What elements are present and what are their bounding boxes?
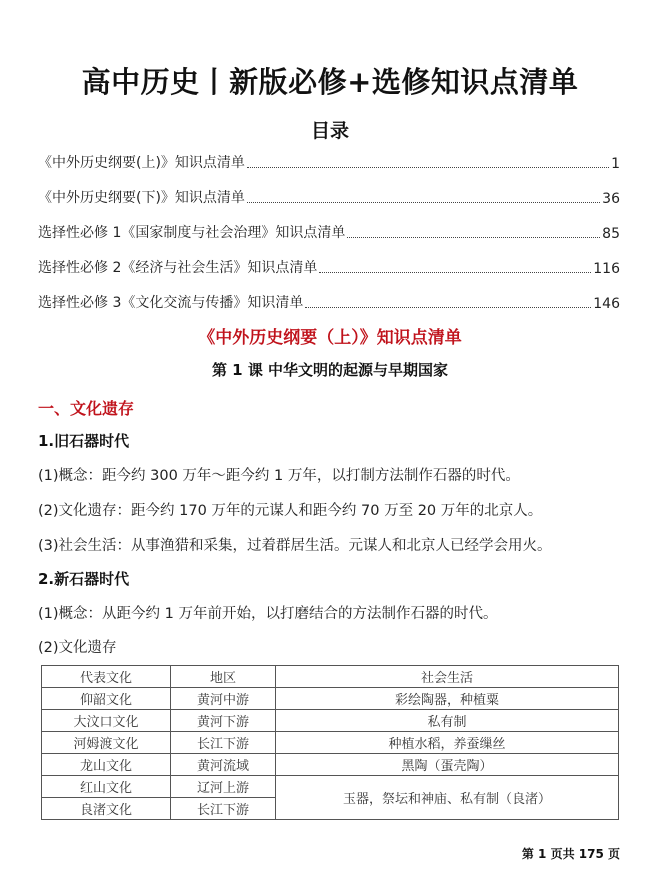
toc-entry-page: 146 bbox=[593, 296, 620, 312]
culture-table bbox=[41, 665, 619, 820]
page-footer: 第 1 页共 175 页 bbox=[521, 847, 620, 861]
toc-entry[interactable] bbox=[38, 185, 620, 207]
paragraph: (2)文化遗存：距今约 170 万年的元谋人和距今约 70 万至 20 万年的北京人。 bbox=[38, 503, 543, 519]
table-cell: 私有制 bbox=[276, 710, 619, 732]
table-cell: 黄河流域 bbox=[171, 754, 276, 776]
table-cell: 黄河中游 bbox=[171, 688, 276, 710]
table-cell: 大汶口文化 bbox=[42, 710, 171, 732]
table-cell: 种植水稻，养蚕缫丝 bbox=[276, 732, 619, 754]
toc-entry[interactable] bbox=[38, 150, 620, 172]
toc-entry[interactable] bbox=[38, 290, 620, 312]
table-row bbox=[42, 710, 619, 732]
toc-leader-dots bbox=[305, 306, 591, 308]
table-row bbox=[42, 776, 619, 798]
toc-leader-dots bbox=[319, 271, 591, 273]
toc-leader-dots bbox=[247, 201, 600, 203]
table-row bbox=[42, 688, 619, 710]
table-cell: 辽河上游 bbox=[171, 776, 276, 798]
table-cell: 河姆渡文化 bbox=[42, 732, 171, 754]
paragraph: (1)概念：距今约 300 万年～距今约 1 万年，以打制方法制作石器的时代。 bbox=[38, 468, 520, 484]
toc-entry-label: 《中外历史纲要(上)》知识点清单 bbox=[38, 155, 245, 171]
table-cell: 长江下游 bbox=[171, 798, 276, 820]
table-cell: 红山文化 bbox=[42, 776, 171, 798]
table-cell: 仰韶文化 bbox=[42, 688, 171, 710]
toc-entry[interactable] bbox=[38, 220, 620, 242]
subsection-title: 2.新石器时代 bbox=[38, 570, 130, 588]
subsection-title: 1.旧石器时代 bbox=[38, 432, 130, 450]
toc-entry[interactable] bbox=[38, 255, 620, 277]
table-cell: 龙山文化 bbox=[42, 754, 171, 776]
paragraph: (3)社会生活：从事渔猎和采集，过着群居生活。元谋人和北京人已经学会用火。 bbox=[38, 538, 552, 554]
table-cell: 彩绘陶器，种植粟 bbox=[276, 688, 619, 710]
table-cell: 黄河下游 bbox=[171, 710, 276, 732]
toc-entry-label: 选择性必修 2《经济与社会生活》知识点清单 bbox=[38, 260, 318, 276]
toc-entry-label: 选择性必修 3《文化交流与传播》知识清单 bbox=[38, 295, 304, 311]
table-header-row bbox=[42, 666, 619, 688]
part-heading: 《中外历史纲要（上）》知识点清单 bbox=[198, 328, 462, 348]
table-header: 地区 bbox=[171, 666, 276, 688]
paragraph: (1)概念：从距今约 1 万年前开始，以打磨结合的方法制作石器的时代。 bbox=[38, 606, 498, 622]
table-row bbox=[42, 754, 619, 776]
toc-entry-page: 85 bbox=[602, 226, 620, 242]
table-header: 社会生活 bbox=[276, 666, 619, 688]
section-heading: 一、文化遗存 bbox=[38, 399, 135, 418]
toc-leader-dots bbox=[347, 236, 600, 238]
toc-entry-page: 1 bbox=[611, 156, 620, 172]
table-row bbox=[42, 732, 619, 754]
toc-entry-label: 选择性必修 1《国家制度与社会治理》知识点清单 bbox=[38, 225, 346, 241]
lesson-heading: 第 1 课 中华文明的起源与早期国家 bbox=[211, 361, 449, 379]
document-title: 高中历史丨新版必修+选修知识点清单 bbox=[81, 65, 579, 99]
toc-entry-page: 36 bbox=[602, 191, 620, 207]
table-cell-merged: 玉器，祭坛和神庙、私有制（良渚） bbox=[276, 776, 619, 820]
table-cell: 长江下游 bbox=[171, 732, 276, 754]
table-cell: 良渚文化 bbox=[42, 798, 171, 820]
toc-entry-label: 《中外历史纲要(下)》知识点清单 bbox=[38, 190, 245, 206]
toc-entry-page: 116 bbox=[593, 261, 620, 277]
table-cell: 黑陶（蛋壳陶） bbox=[276, 754, 619, 776]
table-header: 代表文化 bbox=[42, 666, 171, 688]
paragraph: (2)文化遗存 bbox=[38, 640, 117, 656]
toc-leader-dots bbox=[247, 166, 609, 168]
toc-title: 目录 bbox=[310, 120, 349, 142]
